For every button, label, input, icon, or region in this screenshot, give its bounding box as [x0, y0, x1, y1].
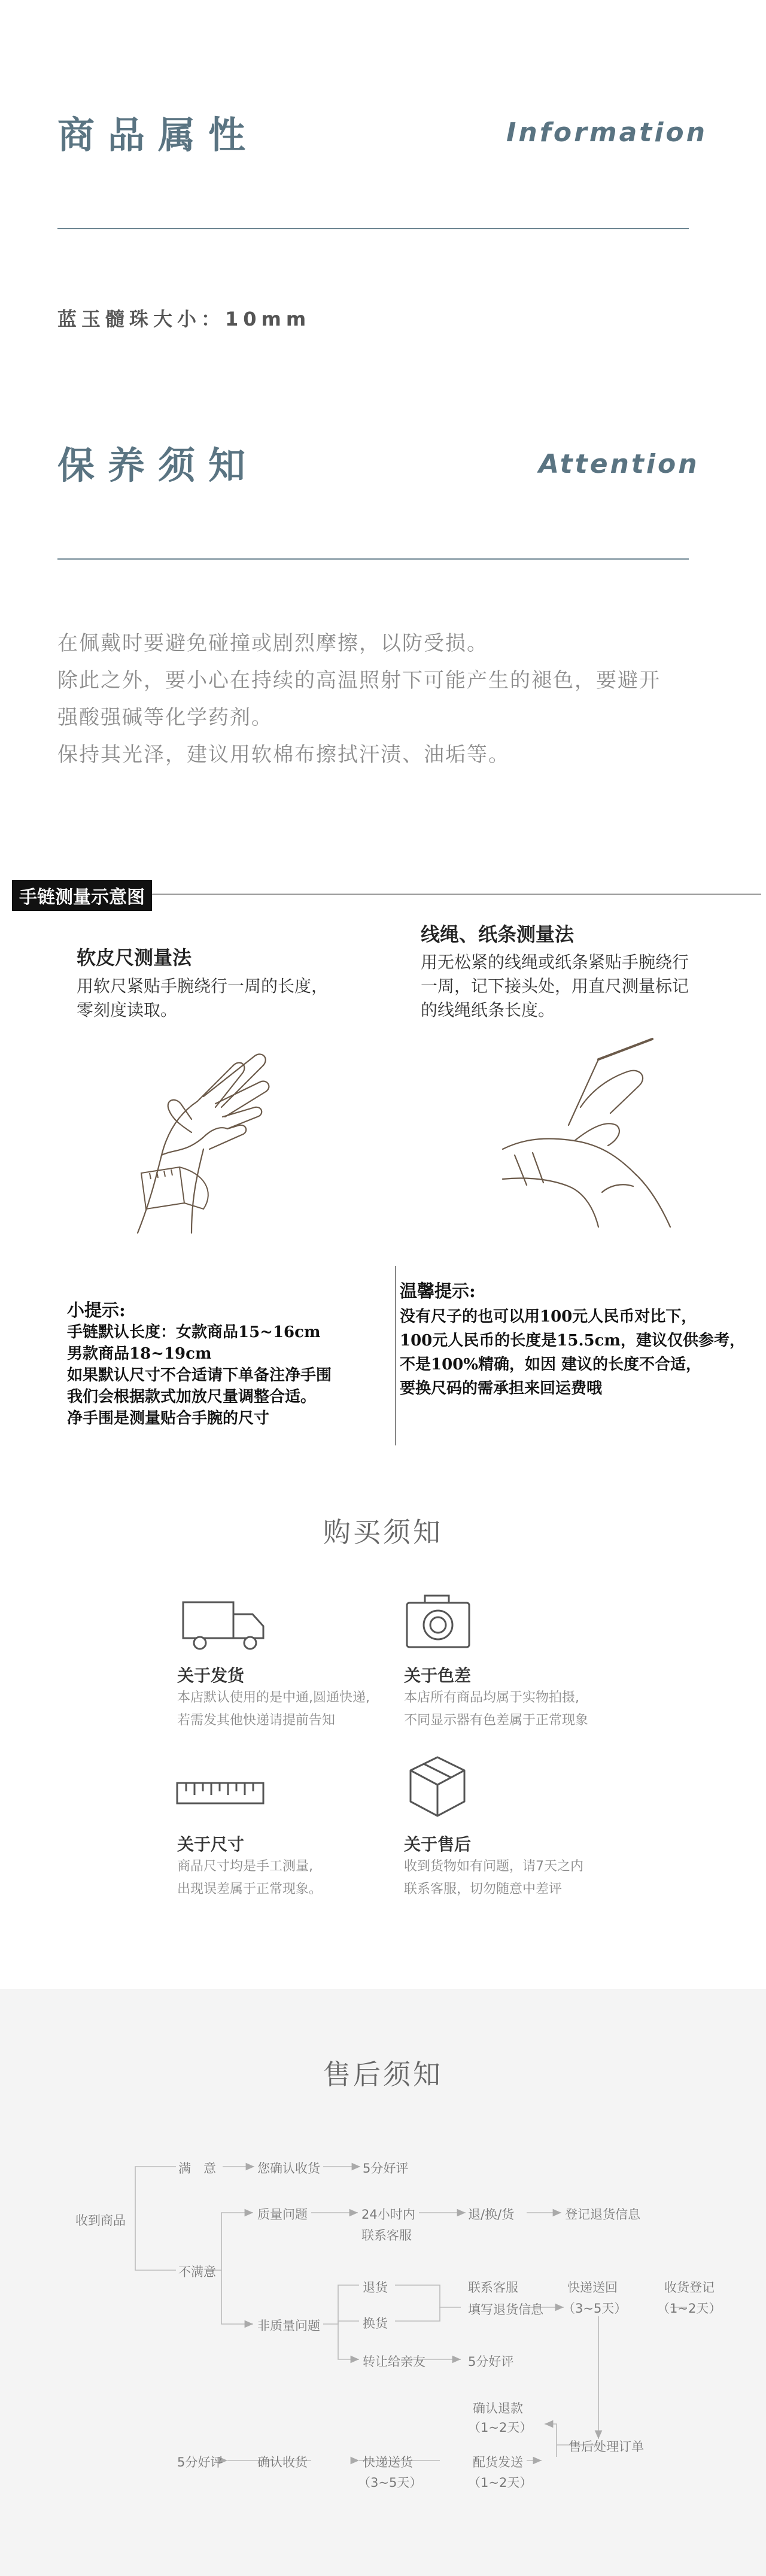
measure-left-title: 软皮尺测量法: [77, 946, 192, 969]
flow-24h: 24小时内: [361, 2207, 415, 2222]
flow-confirm: 您确认收货: [257, 2161, 320, 2176]
flow-days35: （3~5天）: [563, 2301, 627, 2316]
flow-contact-cs2: 联系客服: [468, 2280, 518, 2295]
purchase-title: 购买须知: [323, 1516, 443, 1548]
flow-satisfied: 满 意: [178, 2161, 216, 2176]
tip-line: 手链默认长度：女款商品15~16cm: [67, 1323, 321, 1341]
flow-five-star2: 5分好评: [468, 2355, 514, 2369]
care-line: 强酸强碱等化学药剂。: [57, 706, 273, 730]
flow-refund-exchange: 退/换/货: [468, 2207, 515, 2222]
warm-title: 温馨提示:: [400, 1281, 476, 1301]
flow-after-process: 售后处理订单: [569, 2440, 644, 2454]
flow-days35b: （3~5天）: [358, 2475, 422, 2490]
care-line: 除此之外，要小心在持续的高温照射下可能产生的褪色，要避开: [57, 669, 661, 692]
flow-non-quality: 非质量问题: [257, 2319, 320, 2333]
attributes-title: 商品属性: [57, 113, 259, 157]
measure-vertical-divider: [395, 1266, 396, 1445]
warm-line: 100元人民币的长度是15.5cm，建议仅供参考，: [400, 1332, 745, 1350]
purchase-item-color-title: 关于色差: [404, 1666, 472, 1685]
tip-line: 我们会根据款式加放尺量调整合适。: [67, 1388, 317, 1406]
flow-quality: 质量问题: [257, 2207, 308, 2222]
measure-left-text: [77, 974, 328, 1022]
care-title: 保养须知: [57, 443, 259, 487]
flow-return: 退货: [363, 2280, 388, 2295]
flow-ship: 配货发送: [473, 2455, 523, 2469]
tip-line: 如果默认尺寸不合适请下单备注净手围: [67, 1366, 332, 1384]
purchase-line: 联系客服，切勿随意中差评: [404, 1882, 563, 1897]
flow-confirm-receive: 确认收货: [257, 2455, 308, 2469]
purchase-line: 出现误差属于正常现象。: [177, 1882, 323, 1897]
measure-right-line: 一周，记下接头处，用直尺测量标记: [421, 976, 689, 996]
flow-receipt-reg: 收货登记: [664, 2280, 715, 2295]
measure-right-line: 用无松紧的线绳或纸条紧贴手腕绕行: [421, 952, 689, 972]
tip-line: 净手围是测量贴合手腕的尺寸: [67, 1409, 270, 1427]
attributes-title-en: Information: [506, 117, 707, 148]
purchase-line: 不同显示器有色差属于正常现象: [404, 1713, 589, 1728]
care-title-en: Attention: [539, 449, 700, 479]
flow-days12: （1~2天）: [657, 2301, 722, 2316]
flow-receive: 收到商品: [75, 2213, 126, 2228]
purchase-line: 本店默认使用的是中通,圆通快递,: [177, 1690, 370, 1705]
warm-line: 不是100%精确，如因 建议的长度不合适，: [400, 1356, 702, 1374]
warm-text: [400, 1305, 745, 1401]
care-paragraph: [57, 625, 661, 773]
flow-contact-cs: 联系客服: [361, 2228, 412, 2243]
purchase-item-shipping-title: 关于发货: [177, 1666, 245, 1685]
flow-days12c: （1~2天）: [468, 2475, 533, 2490]
purchase-item-aftersale-title: 关于售后: [404, 1834, 472, 1854]
ruler-icon: [175, 1781, 265, 1807]
truck-icon: [180, 1595, 269, 1655]
flow-express-deliver: 快递送货: [363, 2455, 413, 2469]
purchase-line: 收到货物如有问题，请7天之内: [404, 1859, 583, 1874]
warm-line: 没有尺子的也可以用100元人民币对比下，: [400, 1308, 697, 1326]
camera-icon: [403, 1592, 475, 1652]
flow-exchange: 换货: [363, 2316, 388, 2331]
flow-fill-info: 填写退货信息: [468, 2302, 543, 2317]
flow-transfer: 转让给亲友: [363, 2355, 425, 2369]
tip-title: 小提示:: [67, 1300, 126, 1320]
flow-confirm-refund: 确认退款: [473, 2401, 523, 2416]
purchase-line: 若需发其他快递请提前告知: [177, 1713, 336, 1728]
measure-left-line: 零刻度读取。: [77, 1000, 178, 1020]
purchase-item-size-text: [177, 1855, 322, 1901]
care-line: 保持其光泽，建议用软棉布擦拭汗渍、油垢等。: [57, 743, 510, 767]
tip-text: [67, 1322, 332, 1429]
purchase-line: 商品尺寸均是手工测量,: [177, 1859, 313, 1874]
aftersale-title: 售后须知: [323, 2058, 443, 2091]
warm-line: 要换尺码的需承担来回运费哦: [400, 1380, 603, 1398]
flow-days12b: （1~2天）: [468, 2420, 533, 2435]
measure-right-text: [421, 950, 689, 1022]
purchase-item-color-text: [404, 1687, 588, 1732]
purchase-item-shipping-text: [177, 1687, 370, 1732]
measure-right-line: 的线绳纸条长度。: [421, 1000, 555, 1020]
care-divider: [57, 558, 689, 560]
measure-right-title: 线绳、纸条测量法: [421, 923, 574, 946]
flow-register-info: 登记退货信息: [565, 2207, 640, 2222]
purchase-item-size-title: 关于尺寸: [177, 1834, 245, 1854]
flow-unsatisfied: 不满意: [178, 2265, 216, 2279]
purchase-item-aftersale-text: [404, 1855, 583, 1901]
box-icon: [405, 1754, 470, 1819]
flow-five-star3: 5分好评: [177, 2455, 223, 2469]
flow-express-back: 快递送回: [567, 2280, 618, 2295]
purchase-line: 本店所有商品均属于实物拍摄,: [404, 1690, 579, 1705]
attribute-bead-size: 蓝玉髓珠大小：10mm: [57, 308, 311, 330]
care-line: 在佩戴时要避免碰撞或剧烈摩擦，以防受损。: [57, 631, 488, 655]
flow-five-star: 5分好评: [363, 2161, 409, 2176]
hand-string-measure-illustration: [491, 1035, 682, 1239]
attributes-divider: [57, 228, 689, 229]
tip-line: 男款商品18~19cm: [67, 1345, 212, 1363]
hand-tape-measure-illustration: [114, 1029, 281, 1245]
measure-left-line: 用软尺紧贴手腕绕行一周的长度，: [77, 976, 329, 996]
measure-tag: 手链测量示意图: [12, 880, 152, 911]
